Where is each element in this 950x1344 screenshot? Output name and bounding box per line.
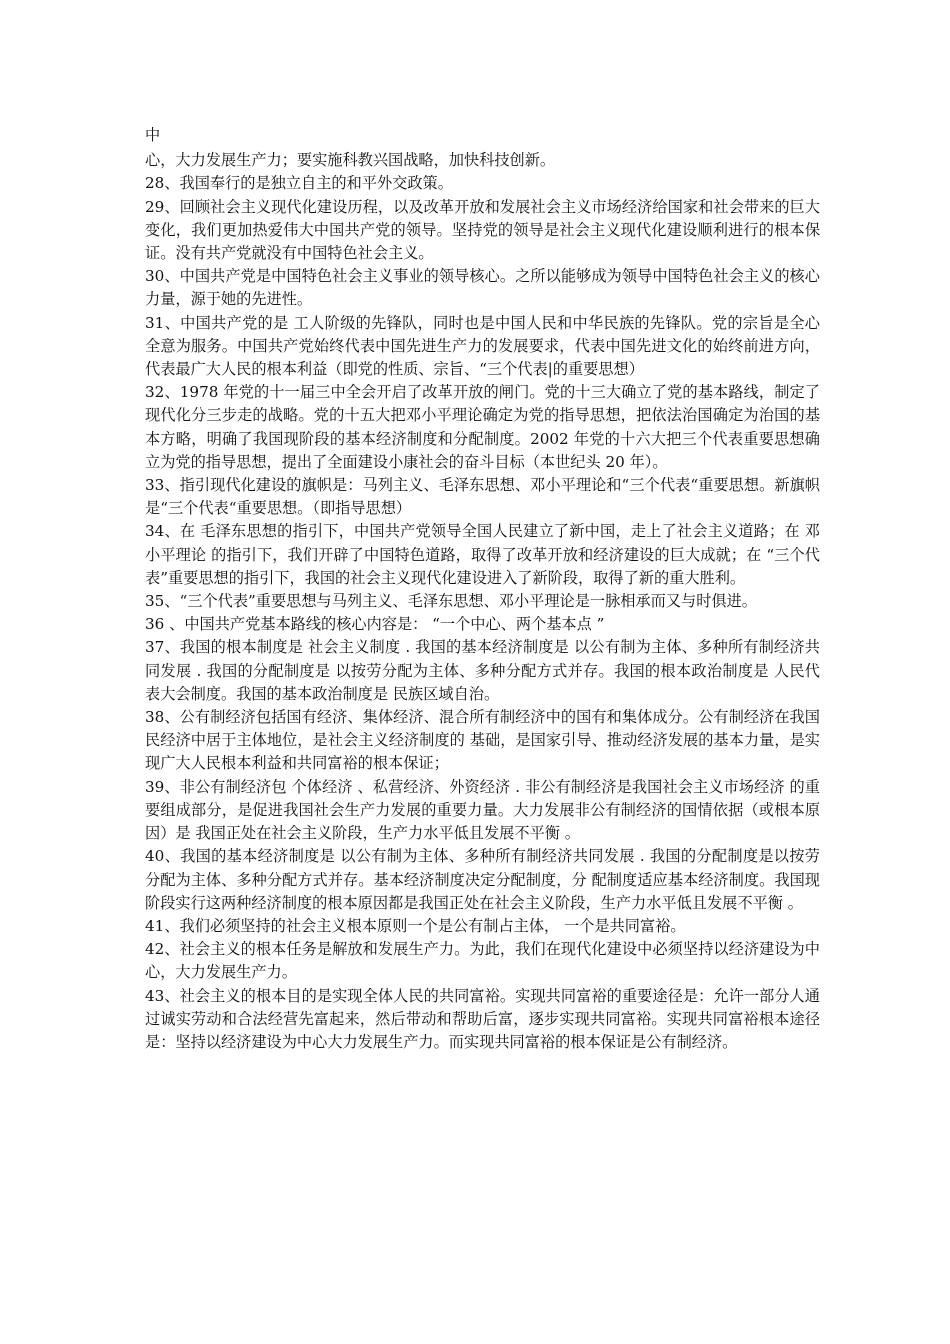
paragraph-43: 43、社会主义的根本目的是实现全体人民的共同富裕。实现共同富裕的重要途径是：允许一部分人通过诚实劳动和合法经营先富起来，然后带动和帮助后富，逐步实现共同富裕。实现共同富裕根本途径是：坚持以经济建设为中心大力发展生产力。而实现共同富裕的根本保证是公有制经济。 xyxy=(145,986,820,1051)
paragraph-37: 37、我国的根本制度是 社会主义制度 . 我国的基本经济制度是 以公有制为主体、多种所有制经济共同发展 . 我国的分配制度是 以按劳分配为主体、多种分配方式并存。我国的根本政治制度是 人民代表大会制度。我国的基本政治制度是 民族区域自治。 xyxy=(145,638,820,703)
paragraph-42: 42、社会主义的根本任务是解放和发展生产力。为此，我们在现代化建设中必须坚持以经济建设为中心，大力发展生产力。 xyxy=(145,940,820,982)
paragraph-33: 33、指引现代化建设的旗帜是：马列主义、毛泽东思想、邓小平理论和“三个代表“重要思想。新旗帜是“三个代表“重要思想。（即指导思想） xyxy=(145,476,820,518)
paragraph: 心，大力发展生产力；要实施科教兴国战略，加快科技创新。 xyxy=(145,151,556,170)
paragraph-30: 30、中国共产党是中国特色社会主义事业的领导核心。之所以能够成为领导中国特色社会主义的核心力量，源于她的先进性。 xyxy=(145,267,820,309)
paragraph-36: 36 、中国共产党基本路线的核心内容是： “一个中心、两个基本点 ” xyxy=(145,615,605,634)
paragraph-29: 29、回顾社会主义现代化建设历程，以及改革开放和发展社会主义市场经济给国家和社会带来的巨大变化，我们更加热爱伟大中国共产党的领导。坚持党的领导是社会主义现代化建设顺利进行的根本保证。没有共产党就没有中国特色社会主义。 xyxy=(145,197,820,263)
document-body xyxy=(145,124,820,1054)
paragraph-39: 39、非公有制经济包 个体经济 、私营经济、外资经济 . 非公有制经济是我国社会主义市场经济 的重要组成部分，是促进我国社会生产力发展的重要力量。大力发展非公有制经济的国情依据（或根本原因）是 我国正处在社会主义阶段，生产力水平低且发展不平衡 。 xyxy=(145,777,820,843)
paragraph-31: 31、中国共产党的是 工人阶级的先锋队，同时也是中国人民和中华民族的先锋队。党的宗旨是全心全意为服务。中国共产党始终代表中国先进生产力的发展要求，代表中国先进文化的始终前进方向，代表最广大人民的根本利益（即党的性质、宗旨、“三个代表|的重要思想） xyxy=(145,313,820,379)
paragraph-35: 35、“三个代表”重要思想与马列主义、毛泽东思想、邓小平理论是一脉相承而又与时俱进。 xyxy=(145,592,757,611)
paragraph-38: 38、公有制经济包括国有经济、集体经济、混合所有制经济中的国有和集体成分。公有制经济在我国民经济中居于主体地位，是社会主义经济制度的 基础，是国家引导、推动经济发展的基本力量，是实现广大人民根本利益和共同富裕的根本保证； xyxy=(145,708,820,773)
paragraph: 中 xyxy=(145,126,161,144)
paragraph-32: 32、1978 年党的十一届三中全会开启了改革开放的闸门。党的十三大确立了党的基本路线，制定了现代化分三步走的战略。党的十五大把邓小平理论确定为党的指导思想，把依法治国确定为治国的基本方略，明确了我国现阶段的基本经济制度和分配制度。2002 年党的十六大把三个代表重要思想确立为党的指导思想，提出了全面建设小康社会的奋斗目标（本世纪头 20 年）。 xyxy=(145,383,820,471)
paragraph-41: 41、我们必须坚持的社会主义根本原则一个是公有制占主体， 一个是共同富裕。 xyxy=(145,916,686,935)
paragraph-40: 40、我国的基本经济制度是 以公有制为主体、多种所有制经济共同发展 . 我国的分配制度是以按劳分配为主体、多种分配方式并存。基本经济制度决定分配制度，分 配制度适应基本经济制度。我国现阶段实行这两种经济制度的根本原因都是我国正处在社会主义阶段，生产力水平低且发展不平衡 。 xyxy=(145,847,820,912)
paragraph-28: 28、我国奉行的是独立自主的和平外交政策。 xyxy=(145,174,453,193)
paragraph-34: 34、在 毛泽东思想的指引下，中国共产党领导全国人民建立了新中国，走上了社会主义道路；在 邓小平理论 的指引下，我们开辟了中国特色道路，取得了改革开放和经济建设的巨大成就；在 “三个代表”重要思想的指引下，我国的社会主义现代化建设进入了新阶段，取得了新的重大胜利。 xyxy=(145,522,820,587)
